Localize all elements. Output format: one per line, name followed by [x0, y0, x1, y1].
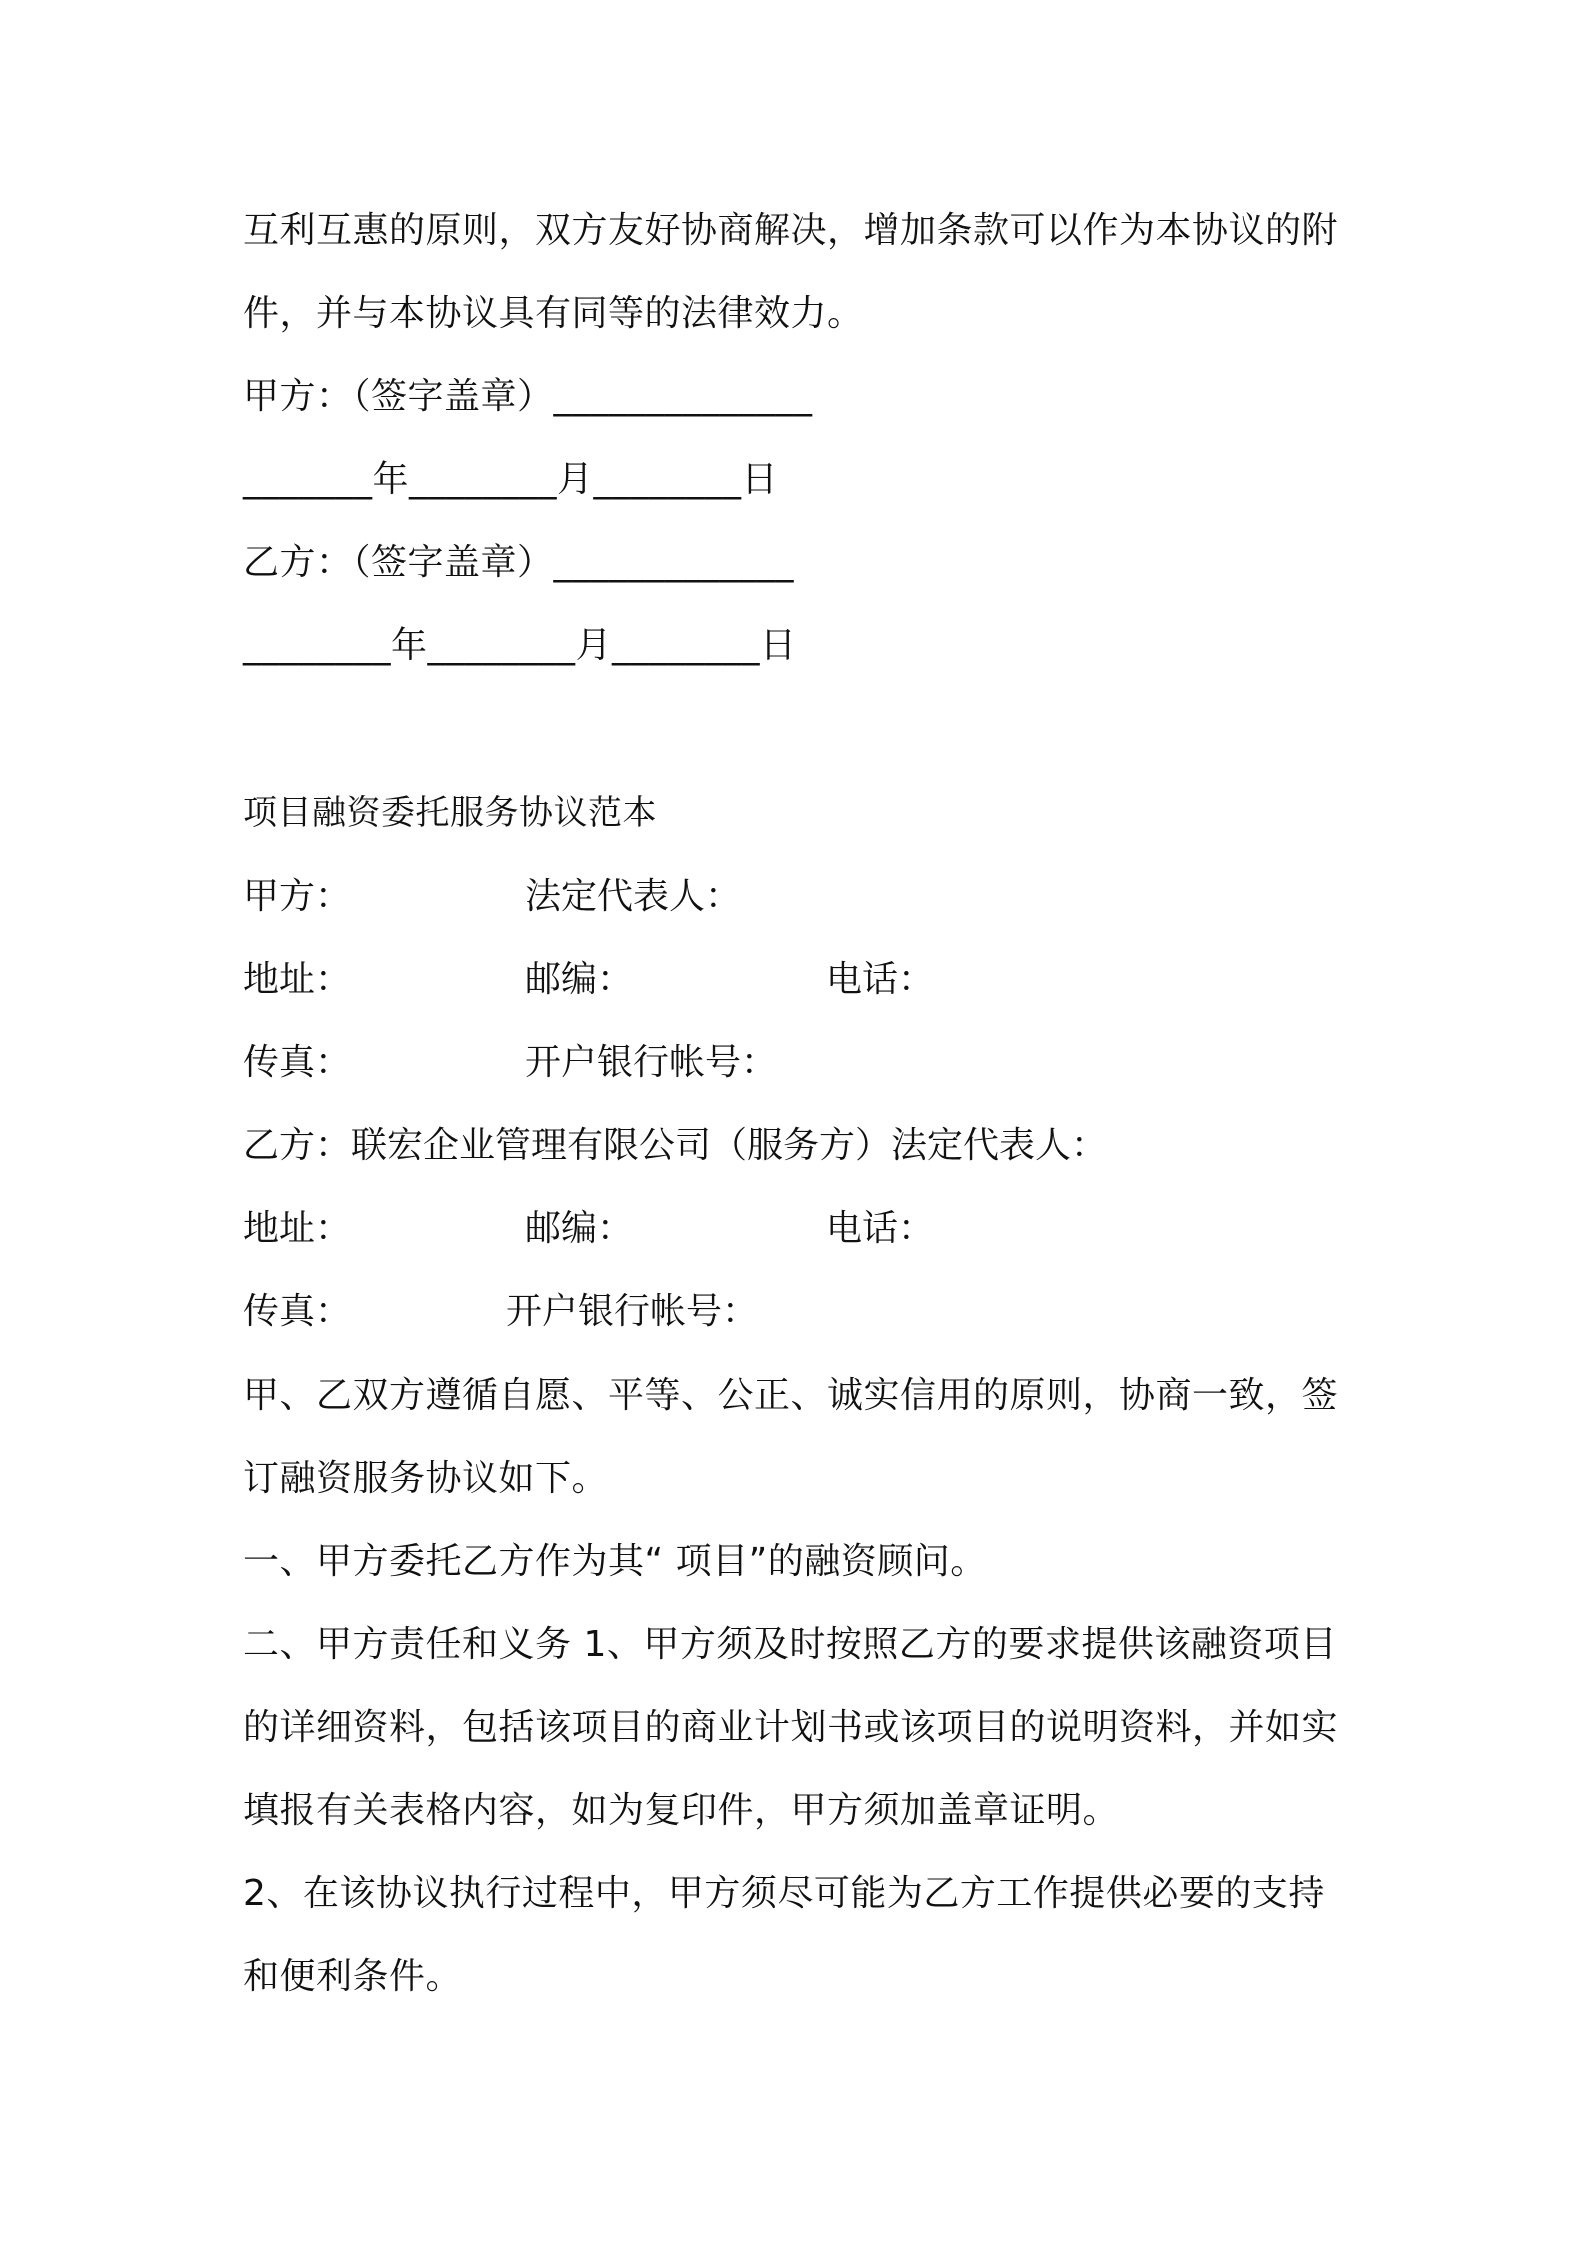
- paragraph-line: 互利互惠的原则，双方友好协商解决，增加条款可以作为本协议的附: [243, 210, 1339, 251]
- party-b-signature-line: 乙方：（签字盖章）_____________: [243, 542, 795, 583]
- party-a-rep-label: 法定代表人：: [525, 876, 742, 917]
- article-1: 一、甲方委托乙方作为其“ 项目”的融资顾问。: [243, 1541, 987, 1582]
- party-a-fax-label: 传真：: [243, 1042, 352, 1083]
- party-b-fax-label: 传真：: [243, 1291, 352, 1332]
- paragraph-line: 甲、乙双方遵循自愿、平等、公正、诚实信用的原则，协商一致，签: [243, 1375, 1339, 1416]
- party-b-date-line: ________年________月________日: [243, 625, 797, 666]
- party-a-name-label: 甲方：: [243, 876, 352, 917]
- party-a-date-line: _______年________月________日: [243, 459, 778, 500]
- article-2-line: 2、在该协议执行过程中，甲方须尽可能为乙方工作提供必要的支持: [243, 1873, 1325, 1914]
- party-b-name-line: 乙方：联宏企业管理有限公司（服务方）法定代表人：: [243, 1125, 1108, 1166]
- paragraph-line: 订融资服务协议如下。: [243, 1458, 609, 1499]
- article-2-line: 的详细资料，包括该项目的商业计划书或该项目的说明资料，并如实: [243, 1707, 1339, 1748]
- party-b-postcode-label: 邮编：: [525, 1208, 634, 1249]
- party-a-bank-label: 开户银行帐号：: [525, 1042, 778, 1083]
- party-b-address-label: 地址：: [243, 1208, 352, 1249]
- article-2-line: 填报有关表格内容，如为复印件，甲方须加盖章证明。: [243, 1790, 1120, 1831]
- article-2-line: 二、甲方责任和义务 1、甲方须及时按照乙方的要求提供该融资项目: [243, 1624, 1337, 1665]
- party-a-address-label: 地址：: [243, 959, 352, 1000]
- party-a-postcode-label: 邮编：: [525, 959, 634, 1000]
- paragraph-line: 件，并与本协议具有同等的法律效力。: [243, 293, 864, 334]
- document-title: 项目融资委托服务协议范本: [243, 793, 657, 833]
- party-b-phone-label: 电话：: [826, 1208, 935, 1249]
- party-b-bank-label: 开户银行帐号：: [506, 1291, 759, 1332]
- party-a-phone-label: 电话：: [826, 959, 935, 1000]
- article-2-line: 和便利条件。: [243, 1956, 463, 1997]
- party-a-signature-line: 甲方：（签字盖章）______________: [243, 376, 813, 417]
